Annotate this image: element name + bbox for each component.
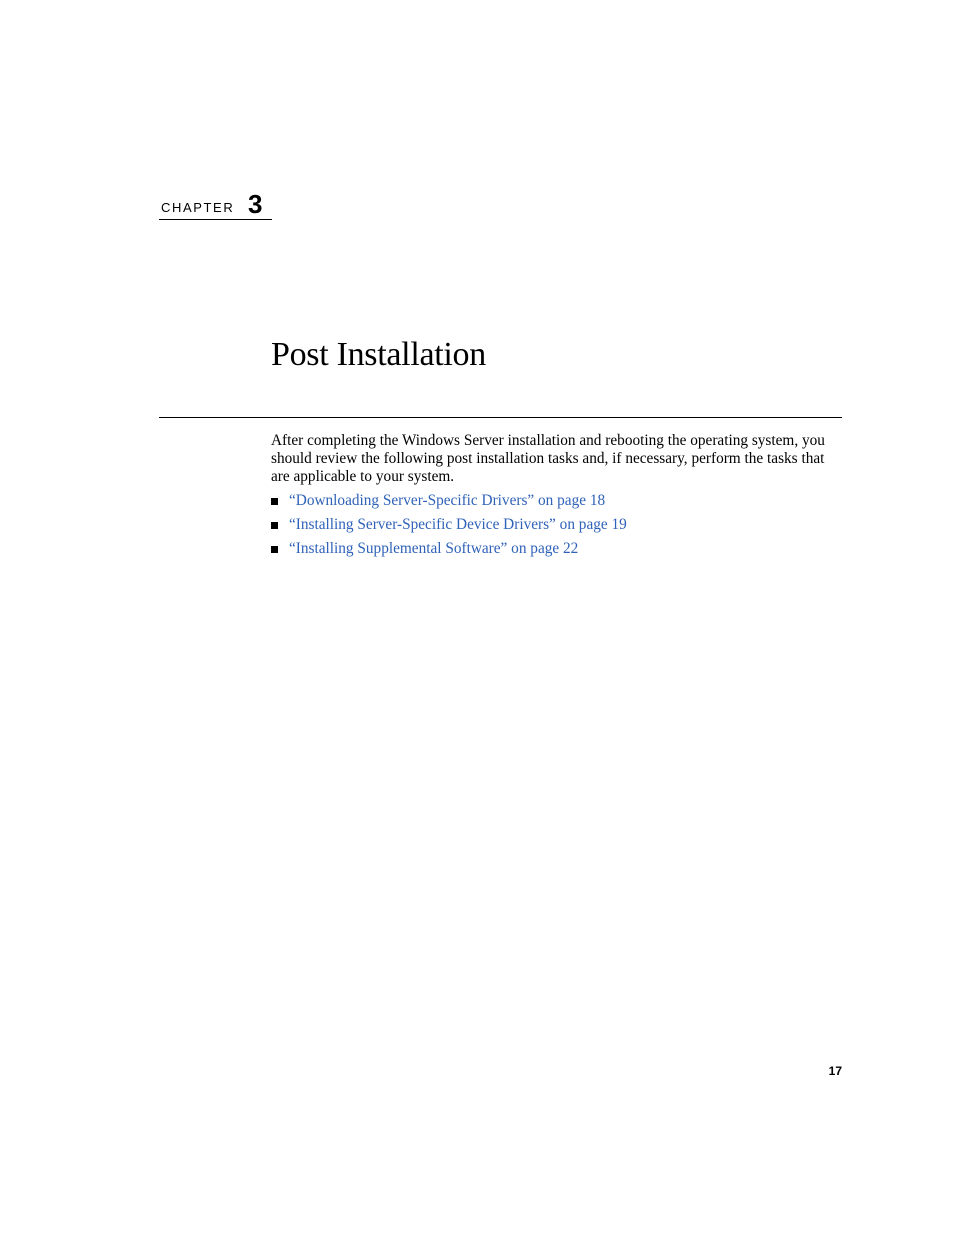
link-downloading-drivers[interactable]: “Downloading Server-Specific Drivers” on page 18 [289,492,606,509]
page-number: 17 [828,1064,842,1078]
chapter-number: 3 [248,189,263,219]
square-bullet-icon [271,498,278,505]
page-title: Post Installation [271,336,486,373]
square-bullet-icon [271,522,278,529]
square-bullet-icon [271,546,278,553]
link-installing-supplemental-software[interactable]: “Installing Supplemental Software” on page 22 [289,540,579,557]
chapter-label: CHAPTER [161,200,235,215]
title-divider [159,417,842,418]
intro-paragraph: After completing the Windows Server installation and rebooting the operating system, you should review the following post installation tasks and, if necessary, perform the tasks that are applicable to your system. [271,432,825,485]
link-installing-device-drivers[interactable]: “Installing Server-Specific Device Drivers” on page 19 [289,516,627,533]
chapter-heading [159,190,272,220]
